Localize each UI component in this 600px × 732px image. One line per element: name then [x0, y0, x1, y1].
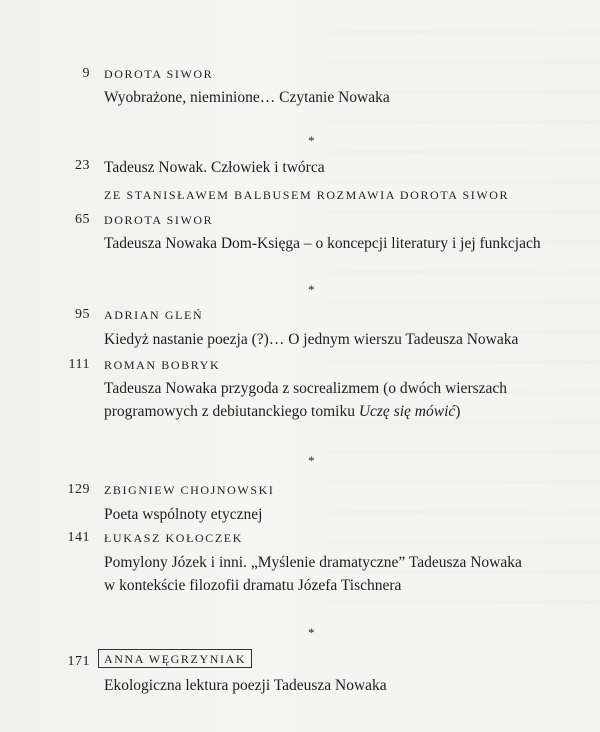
author-name: ŁUKASZ KOŁOCZEK: [104, 531, 243, 545]
title-text: ): [455, 403, 461, 420]
chapter-title-line: Pomylony Józek i inni. „Myślenie dramatyczne” Tadeusza Nowaka: [104, 554, 522, 571]
page-number: 111: [68, 357, 90, 372]
page-number: 129: [67, 482, 90, 497]
section-separator: *: [308, 625, 315, 640]
page-number: 65: [75, 212, 90, 227]
chapter-title: Ekologiczna lektura poezji Tadeusza Nowaka: [104, 677, 387, 694]
chapter-title: Poeta wspólnoty etycznej: [104, 506, 263, 523]
interview-subtitle: ZE STANISŁAWEM BALBUSEM ROZMAWIA DOROTA SIWOR: [104, 188, 510, 202]
author-name-highlighted: [104, 652, 252, 667]
author-name: DOROTA SIWOR: [104, 213, 214, 227]
author-name: ROMAN BOBRYK: [104, 358, 221, 372]
page-number: 141: [67, 530, 90, 545]
page-number: 9: [82, 66, 90, 81]
author-box: ANNA WĘGRZYNIAK: [98, 649, 252, 668]
book-title-italic: Uczę się mówić: [358, 403, 456, 420]
page-number: 23: [75, 158, 90, 173]
chapter-title: Tadeusza Nowaka Dom-Księga – o koncepcji literatury i jej funkcjach: [104, 235, 541, 252]
chapter-title-line: [104, 400, 574, 423]
page-number: 171: [67, 654, 90, 669]
section-separator: *: [308, 133, 315, 148]
title-text: programowych z debiutanckiego tomiku: [104, 403, 359, 420]
chapter-title-line: w kontekście filozofii dramatu Józefa Tischnera: [104, 577, 402, 594]
chapter-title: Tadeusz Nowak. Człowiek i twórca: [104, 159, 325, 176]
author-name: ZBIGNIEW CHOJNOWSKI: [104, 483, 275, 497]
page-number: 95: [75, 307, 90, 322]
author-name: DOROTA SIWOR: [104, 67, 214, 81]
section-separator: *: [308, 453, 315, 468]
author-name: ADRIAN GLEŃ: [104, 308, 204, 322]
section-separator: *: [308, 282, 315, 297]
chapter-title-line: Tadeusza Nowaka przygoda z socrealizmem (o dwóch wierszach: [104, 380, 508, 397]
chapter-title: Wyobrażone, nieminione… Czytanie Nowaka: [104, 89, 390, 106]
chapter-title: Kiedyż nastanie poezja (?)… O jednym wierszu Tadeusza Nowaka: [104, 331, 519, 348]
